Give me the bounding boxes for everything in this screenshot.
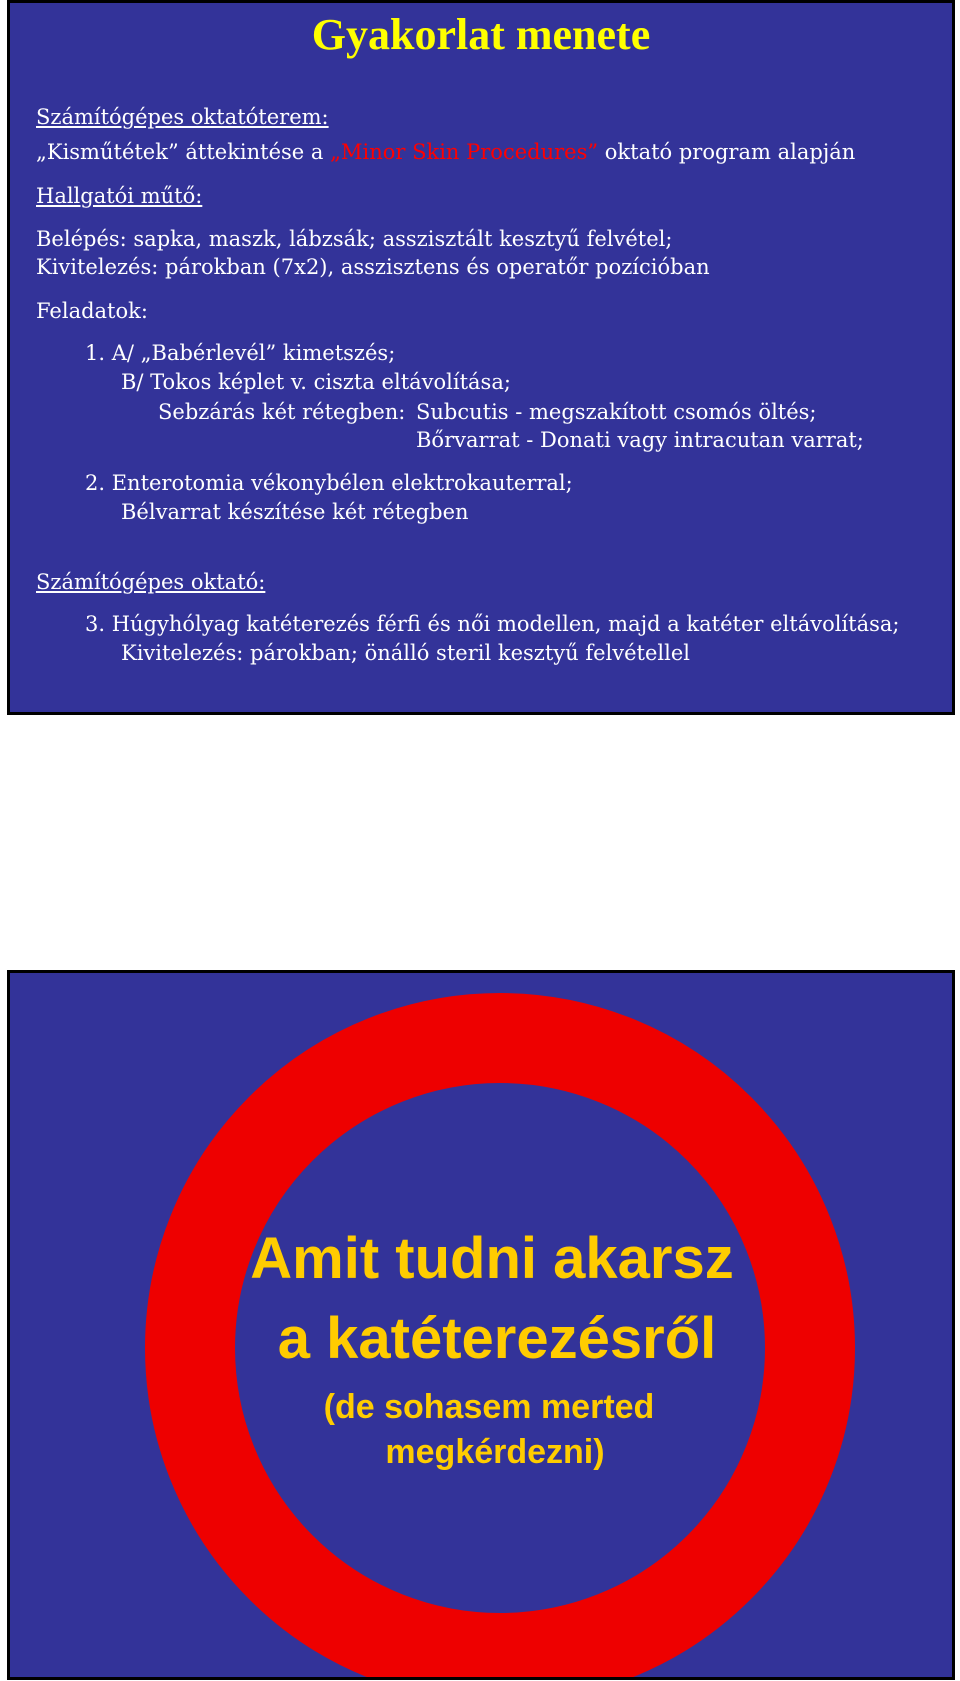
task2-b: Bélvarrat készítése két rétegben	[121, 500, 469, 524]
overview-text-after: oktató program alapján	[604, 140, 856, 164]
task1-b: B/ Tokos képlet v. ciszta eltávolítása;	[121, 370, 511, 394]
execution-line: Kivitelezés: párokban (7x2), asszisztens és operatőr pozícióban	[36, 255, 710, 279]
section-student-or: Hallgatói műtő:	[36, 184, 203, 208]
overview-text-before: „Kisműtétek” áttekintése a	[36, 140, 324, 164]
slide-practice-procedure	[7, 0, 955, 715]
subline1: (de sohasem merted	[323, 1388, 655, 1426]
slide-title: Gyakorlat menete	[311, 10, 651, 59]
tasks-label: Feladatok:	[36, 299, 148, 323]
task3-a: 3. Húgyhólyag katéterezés férfi és női modellen, majd a katéter eltávolítása;	[85, 612, 900, 636]
overview-line	[36, 140, 855, 164]
headline-line2: a katéterezésről	[277, 1306, 717, 1371]
subline2: megkérdezni)	[385, 1433, 605, 1471]
section-computer-trainer: Számítógépes oktató:	[36, 570, 266, 594]
program-name-highlight: „Minor Skin Procedures”	[330, 140, 599, 164]
task1-closure-2: Bőrvarrat - Donati vagy intracutan varrat;	[416, 428, 864, 452]
task1-closure-label: Sebzárás két rétegben:	[158, 400, 406, 424]
entry-line: Belépés: sapka, maszk, lábzsák; asszisztált kesztyű felvétel;	[36, 227, 673, 251]
slide-catheterization-title	[7, 970, 955, 1680]
task2-a: 2. Enterotomia vékonybélen elektrokauterral;	[85, 471, 573, 495]
headline-line1: Amit tudni akarsz	[250, 1226, 734, 1291]
section-computer-room: Számítógépes oktatóterem:	[36, 105, 329, 129]
task3-b: Kivitelezés: párokban; önálló steril kesztyű felvétellel	[121, 641, 690, 665]
task1-a: 1. A/ „Babérlevél” kimetszés;	[85, 341, 396, 365]
task1-closure-1: Subcutis - megszakított csomós öltés;	[416, 400, 817, 424]
